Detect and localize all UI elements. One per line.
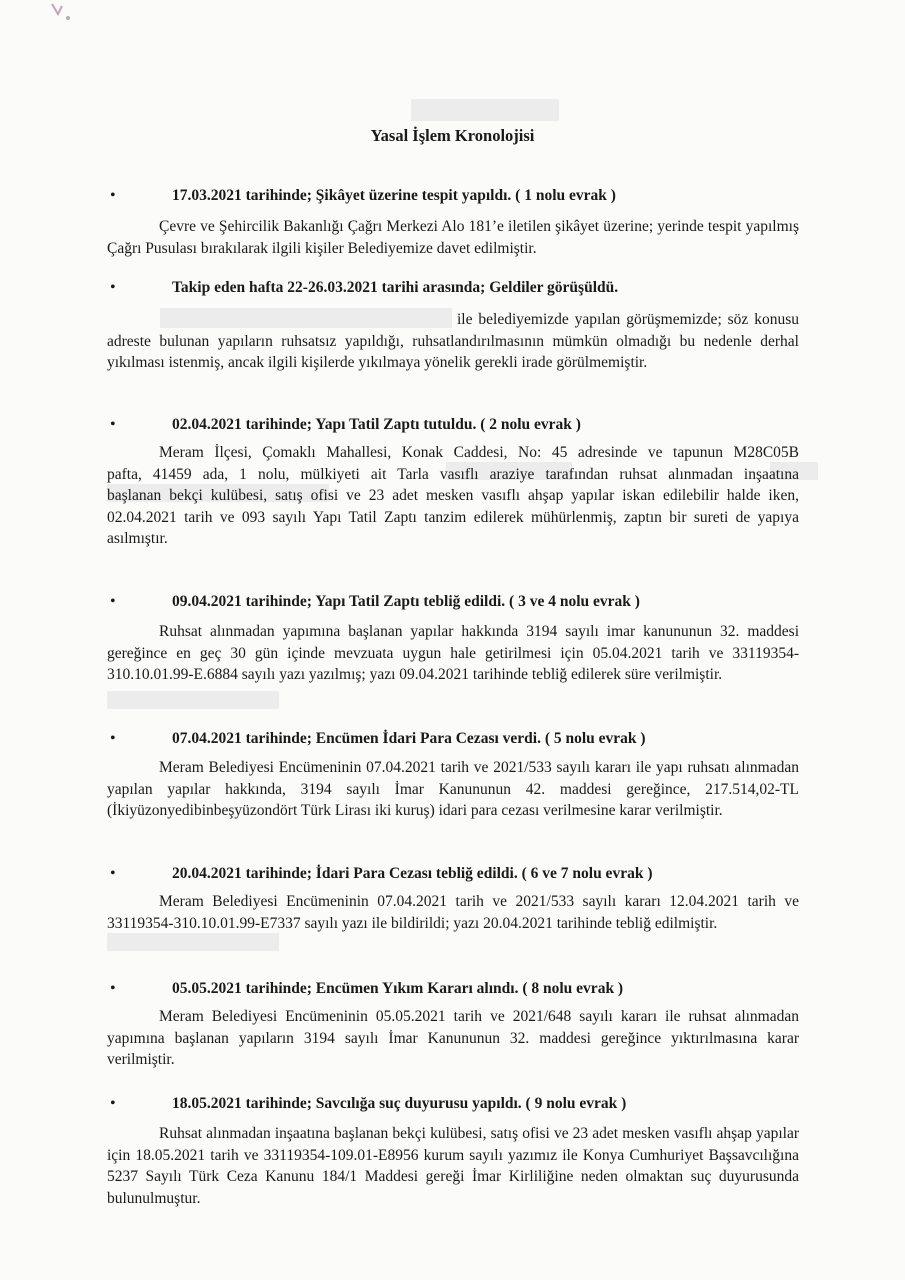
entry-heading: Takip eden hafta 22-26.03.2021 tarihi arasında; Geldiler görüşüldü. <box>172 279 619 296</box>
bullet-icon: • <box>110 980 116 997</box>
entry-body: Çevre ve Şehircilik Bakanlığı Çağrı Merkezi Alo 181’e iletilen şikâyet üzerine; yerinde tespit yapılmış Çağrı Pusulası bırakılarak ilgili kişiler Belediyemize davet edilmiştir. <box>107 218 799 257</box>
scan-artifact-mark <box>44 0 74 24</box>
entry-heading: 02.04.2021 tarihinde; Yapı Tatil Zaptı tutuldu. ( 2 nolu evrak ) <box>172 416 581 433</box>
entry-body: Meram Belediyesi Encümeninin 07.04.2021 tarih ve 2021/533 sayılı kararı 12.04.2021 tarih ve 33119354-310.10.01.99-E7337 sayılı yazı ile bildirildi; yazı 20.04.2021 tarihinde tebliğ edilmiştir. <box>107 893 799 932</box>
bullet-icon: • <box>110 416 116 433</box>
entry-body: Ruhsat alınmadan inşaatına başlanan bekçi kulübesi, satış ofisi ve 23 adet mesken vasıflı ahşap yapılar için 18.05.2021 tarih ve 33119354-109.01-E8956 kurum sayılı yazımız ile Konya Cumhuriyet Başsavcılığına 5237 Sayılı Türk Ceza Kanunu 184/1 Maddesi gereği İmar Kirliliğine neden olmaktan suç duyurusunda bulunulmuştur. <box>107 1125 799 1207</box>
redaction-block <box>107 933 279 951</box>
entry-heading: 17.03.2021 tarihinde; Şikâyet üzerine tespit yapıldı. ( 1 nolu evrak ) <box>172 187 616 204</box>
entry-body: Meram Belediyesi Encümeninin 05.05.2021 tarih ve 2021/648 sayılı kararı ile ruhsat alınmadan yapımına başlanan yapıların 3194 sayılı İmar Kanununun 32. maddesi gereğince yıktırılmasına karar verilmiştir. <box>107 1008 799 1068</box>
entry-heading: 20.04.2021 tarihinde; İdari Para Cezası tebliğ edildi. ( 6 ve 7 nolu evrak ) <box>172 865 653 882</box>
entry-body: Meram İlçesi, Çomaklı Mahallesi, Konak Caddesi, No: 45 adresinde ve tapunun M28C05B pafta, 41459 ada, 1 nolu, mülkiyeti ait Tarla vasıflı araziye tarafından ruhsat alınmadan inşaatına başlanan bekçi kulübesi, satış ofisi ve 23 adet mesken vasıflı ahşap yapılar iskan edilebilir halde iken, 02.04.2021 tarih ve 093 sayılı Yapı Tatil Zaptı tanzim edilerek mühürlenmiş, zaptın bir sureti de yapıya asılmıştır. <box>107 444 799 547</box>
entry-heading: 09.04.2021 tarihinde; Yapı Tatil Zaptı tebliğ edildi. ( 3 ve 4 nolu evrak ) <box>172 593 640 610</box>
bullet-icon: • <box>110 730 116 747</box>
redaction-block <box>107 691 279 709</box>
entry-heading: 18.05.2021 tarihinde; Savcılığa suç duyurusu yapıldı. ( 9 nolu evrak ) <box>172 1095 627 1112</box>
entry-heading: 07.04.2021 tarihinde; Encümen İdari Para Cezası verdi. ( 5 nolu evrak ) <box>172 730 646 747</box>
bullet-icon: • <box>110 593 116 610</box>
redaction-block <box>411 99 559 121</box>
document-title: Yasal İşlem Kronolojisi <box>370 126 535 145</box>
bullet-icon: • <box>110 865 116 882</box>
bullet-icon: • <box>110 279 116 296</box>
entry-heading: 05.05.2021 tarihinde; Encümen Yıkım Kararı alındı. ( 8 nolu evrak ) <box>172 980 624 997</box>
entry-body: Meram Belediyesi Encümeninin 07.04.2021 tarih ve 2021/533 sayılı kararı ile yapı ruhsatı alınmadan yapılan yapılar hakkında, 3194 sayılı İmar Kanununun 42. maddesi gereğince, 217.514,02-TL (İkiyüzonyedibinbeşyüzondört Türk Lirası iki kuruş) idari para cezası verilmesine karar verilmiştir. <box>107 759 799 819</box>
bullet-icon: • <box>110 187 116 204</box>
bullet-icon: • <box>110 1095 116 1112</box>
entry-body: Ruhsat alınmadan yapımına başlanan yapılar hakkında 3194 sayılı imar kanununun 32. maddesi gereğince en geç 30 gün içinde mevzuata uygun hale getirilmesi için 05.04.2021 tarih ve 33119354-310.10.01.99-E.6884 sayılı yazı yazılmış; yazı 09.04.2021 tarihinde tebliğ edilerek süre verilmiştir. <box>107 623 799 683</box>
entry-body: ile belediyemizde yapılan görüşmemizde; söz konusu adreste bulunan yapıların ruhsatsız yapıldığı, ruhsatlandırılmasının mümkün olmadığı bu nedenle derhal yıkılması istenmiş, ancak ilgili kişilerde yıkılmaya yönelik gerekli irade görülmemiştir. <box>107 311 799 371</box>
